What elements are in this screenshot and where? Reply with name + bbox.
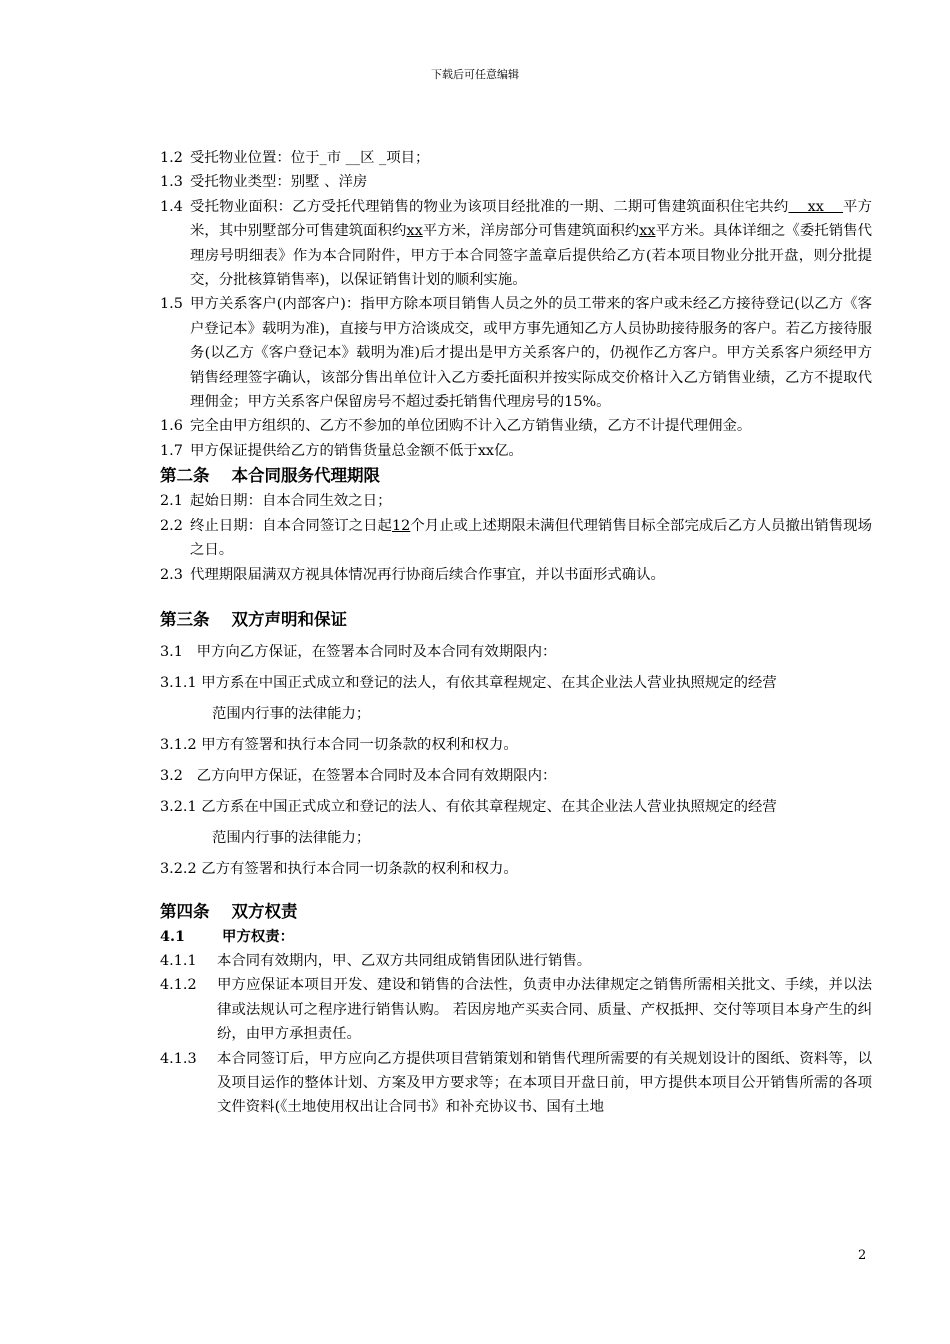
clause-4-1-heading: 4.1 甲方权责： xyxy=(160,927,295,945)
clause-text: 受托物业位置：位于_市 __区 _项目； xyxy=(190,150,430,166)
clause-number: 4.1.2 xyxy=(160,977,197,994)
clause-3-2-2: 3.2.2 乙方有签署和执行本合同一切条款的权利和权力。 xyxy=(160,860,518,877)
clause-text: 受托物业面积：乙方受托代理销售的物业为该项目经批准的一期、二期可售建筑面积住宅共约 xx 平方米，其中别墅部分可售建筑面积约xx平方米，洋房部分可售建筑面积约xx平方米。具体详细之《委托销售代理房号明细表》作为本合同附件，甲方于本合同签字盖章后提供给乙方(若本项目物业分批开盘，则分批提交，分批核算销售率)，以保证销售计划的顺利实施。 xyxy=(190,198,872,289)
clause-1-2 xyxy=(160,146,872,170)
clause-2-2 xyxy=(160,514,872,563)
article-2-heading: 第二条 本合同服务代理期限 xyxy=(160,466,380,486)
clause-number: 1.7 xyxy=(160,442,183,459)
clause-3-2: 3.2 乙方向甲方保证，在签署本合同时及本合同有效期限内： xyxy=(160,767,557,784)
clause-text: 代理期限届满双方视具体情况再行协商后续合作事宜，并以书面形式确认。 xyxy=(190,566,665,583)
clause-text: 甲方保证提供给乙方的销售货量总金额不低于xx亿。 xyxy=(190,442,523,459)
clause-number: 4.1.1 xyxy=(160,952,197,969)
clause-1-7 xyxy=(160,439,872,463)
clause-text: 本合同有效期内，甲、乙双方共同组成销售团队进行销售。 xyxy=(217,952,592,969)
clause-text: 起始日期：自本合同生效之日； xyxy=(190,493,392,510)
clause-3-1-1: 3.1.1 甲方系在中国正式成立和登记的法人，有依其章程规定、在其企业法人营业执照规定的经营 xyxy=(160,674,777,691)
clause-4-1-2 xyxy=(160,973,872,1046)
blank-total-area: xx xyxy=(788,198,843,215)
clause-number: 1.2 xyxy=(160,150,183,166)
clause-text: 甲方关系客户(内部客户)：指甲方除本项目销售人员之外的员工带来的客户或未经乙方接待登记(以乙方《客户登记本》载明为准)，直接与甲方洽谈成交，或甲方事先通知乙方人员协助接待服务的客户。若乙方接待服务(以乙方《客户登记本》载明为准)后才提出是甲方关系客户的，仍视作乙方客户。甲方关系客户须经甲方销售经理签字确认，该部分售出单位计入乙方委托面积并按实际成交价格计入乙方销售业绩，乙方不提取代理佣金；甲方关系客户保留房号不超过委托销售代理房号的15%。 xyxy=(190,296,872,411)
page-header: 下载后可任意编辑 xyxy=(431,68,519,81)
clause-number: 2.3 xyxy=(160,566,183,583)
article-1-items xyxy=(160,146,872,463)
clause-1-4 xyxy=(160,195,872,293)
clause-3-2-1-continued: 范围内行事的法律能力； xyxy=(212,829,371,846)
document-body xyxy=(160,146,872,1120)
clause-text: 本合同签订后，甲方应向乙方提供项目营销策划和销售代理所需要的有关规划设计的图纸、资料等，以及项目运作的整体计划、方案及甲方要求等；在本项目开盘日前，甲方提供本项目公开销售所需的各项文件资料(《土地使用权出让合同书》和补充协议书、国有土地 xyxy=(217,1050,872,1116)
clause-text: 受托物业类型：别墅 、洋房 xyxy=(190,174,368,191)
clause-3-1: 3.1 甲方向乙方保证，在签署本合同时及本合同有效期限内： xyxy=(160,643,557,660)
article-2-items xyxy=(160,489,872,587)
blank-house-area: xx xyxy=(639,223,656,240)
clause-1-5 xyxy=(160,292,872,414)
page-number: 2 xyxy=(858,1248,867,1263)
clause-4-1-3 xyxy=(160,1047,872,1120)
clause-number: 1.6 xyxy=(160,418,183,435)
clause-text: 甲方应保证本项目开发、建设和销售的合法性，负责申办法律规定之销售所需相关批文、手续，并以法律或法规认可之程序进行销售认购。 若因房地产买卖合同、质量、产权抵押、交付等项目本身产生的纠纷，由甲方承担责任。 xyxy=(217,977,872,1043)
clause-3-2-1: 3.2.1 乙方系在中国正式成立和登记的法人、有依其章程规定、在其企业法人营业执照规定的经营 xyxy=(160,798,777,815)
clause-number: 2.2 xyxy=(160,517,183,534)
clause-2-1 xyxy=(160,489,872,513)
clause-1-3 xyxy=(160,170,872,194)
clause-text: 终止日期：自本合同签订之日起12个月止或上述期限未满但代理销售目标全部完成后乙方人员撤出销售现场之日。 xyxy=(190,517,872,559)
clause-text: 完全由甲方组织的、乙方不参加的单位团购不计入乙方销售业绩，乙方不计提代理佣金。 xyxy=(190,418,752,435)
clause-number: 1.5 xyxy=(160,296,183,313)
clause-number: 1.4 xyxy=(160,198,183,215)
clause-number: 2.1 xyxy=(160,493,183,510)
clause-3-1-1-continued: 范围内行事的法律能力； xyxy=(212,705,371,722)
clause-number: 4.1.3 xyxy=(160,1050,197,1067)
clause-3-1-2: 3.1.2 甲方有签署和执行本合同一切条款的权利和权力。 xyxy=(160,736,518,753)
article-3-heading: 第三条 双方声明和保证 xyxy=(160,609,347,629)
clause-1-6 xyxy=(160,414,872,438)
clause-number: 1.3 xyxy=(160,174,183,191)
blank-months: 12 xyxy=(391,517,411,534)
article-4-items xyxy=(160,949,872,1120)
blank-villa-area: xx xyxy=(406,223,423,240)
article-3-items xyxy=(160,637,872,885)
clause-4-1-1 xyxy=(160,949,872,973)
clause-2-3 xyxy=(160,563,872,587)
article-4-heading: 第四条 双方权责 xyxy=(160,901,298,921)
